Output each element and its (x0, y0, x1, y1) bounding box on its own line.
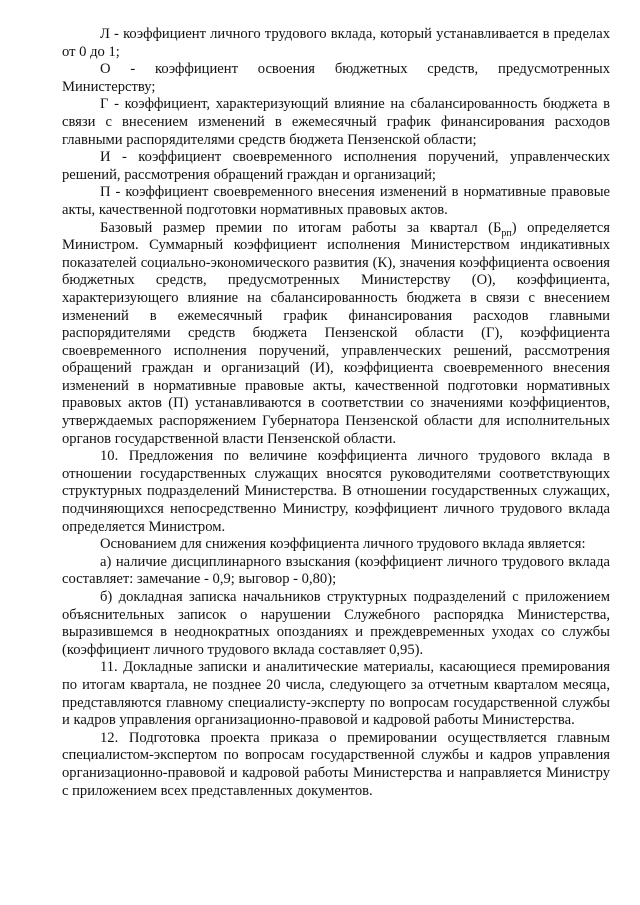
paragraph-coefficient-o: О - коэффициент освоения бюджетных средств, предусмотренных Министерству; (62, 61, 610, 95)
base-bonus-text-before: Базовый размер премии по итогам работы за квартал (Б (100, 219, 502, 236)
paragraph-coefficient-i: И - коэффициент своевременного исполнения поручений, управленческих решений, рассмотрения обращений граждан и организаций; (62, 149, 610, 183)
base-bonus-subscript: рп (501, 227, 512, 239)
base-bonus-text-after: ) определяется Министром. Суммарный коэффициент исполнения Министерством индикативных показателей социально-экономического развития (К), значения коэффициента освоения бюджетных средств, предусмотренных Министерству (О), коэффициента, характеризующего влияние на сбалансированность бюджета в связи с внесением изменений в ежемесячный график финансирования расходов главными распорядителями средств бюджета Пензенской области (Г), коэффициента своевременного исполнения поручений, управленческих решений, рассмотрения обращений граждан и организаций (И), коэффициента своевременного внесения изменений в нормативные правовые акты, качественной подготовки нормативных правовых актов (П) устанавливаются в соответствии со значениями коэффициентов, утверждаемых распоряжением Губернатора Пензенской области для исполнительных органов государственной власти Пензенской области. (62, 219, 610, 447)
paragraph-coefficient-l: Л - коэффициент личного трудового вклада, который устанавливается в пределах от 0 до 1; (62, 26, 610, 60)
paragraph-item-12: 12. Подготовка проекта приказа о премировании осуществляется главным специалистом-экспертом по вопросам государственной службы и кадров управления организационно-правовой и кадровой работы Министерства и направляется Министру с приложением всех представленных документов. (62, 729, 610, 799)
paragraph-item-10: 10. Предложения по величине коэффициента личного трудового вклада в отношении государственных служащих вносятся руководителями соответствующих структурных подразделений Министерства. В отношении государственных служащих, подчиняющихся непосредственно Министру, коэффициент личного трудового вклада определяется Министром. (62, 448, 610, 535)
paragraph-reduction-grounds: Основанием для снижения коэффициента личного трудового вклада является: (100, 536, 586, 553)
paragraph-coefficient-p: П - коэффициент своевременного внесения изменений в нормативные правовые акты, качественной подготовки нормативных правовых актов. (62, 184, 610, 218)
paragraph-coefficient-g: Г - коэффициент, характеризующий влияние на сбалансированность бюджета в связи с внесением изменений в ежемесячный график финансирования расходов главными распорядителями средств бюджета Пензенской области; (62, 96, 610, 148)
paragraph-item-b: б) докладная записка начальников структурных подразделений с приложением объяснительных записок о нарушении Служебного распорядка Министерства, выразившемся в неоднократных опозданиях и преждевременных уходах со службы (коэффициент личного трудового вклада составляет 0,95). (62, 589, 610, 658)
paragraph-base-bonus (62, 220, 610, 449)
paragraph-item-11: 11. Докладные записки и аналитические материалы, касающиеся премирования по итогам квартала, не позднее 20 числа, следующего за отчетным кварталом месяца, представляются главному специалисту-эксперту по вопросам государственной службы и кадров управления организационно-правовой и кадровой работы Министерства. (62, 659, 610, 729)
document-page (62, 26, 610, 800)
paragraph-item-a: а) наличие дисциплинарного взыскания (коэффициент личного трудового вклада составляет: замечание - 0,9; выговор - 0,80); (62, 553, 610, 588)
